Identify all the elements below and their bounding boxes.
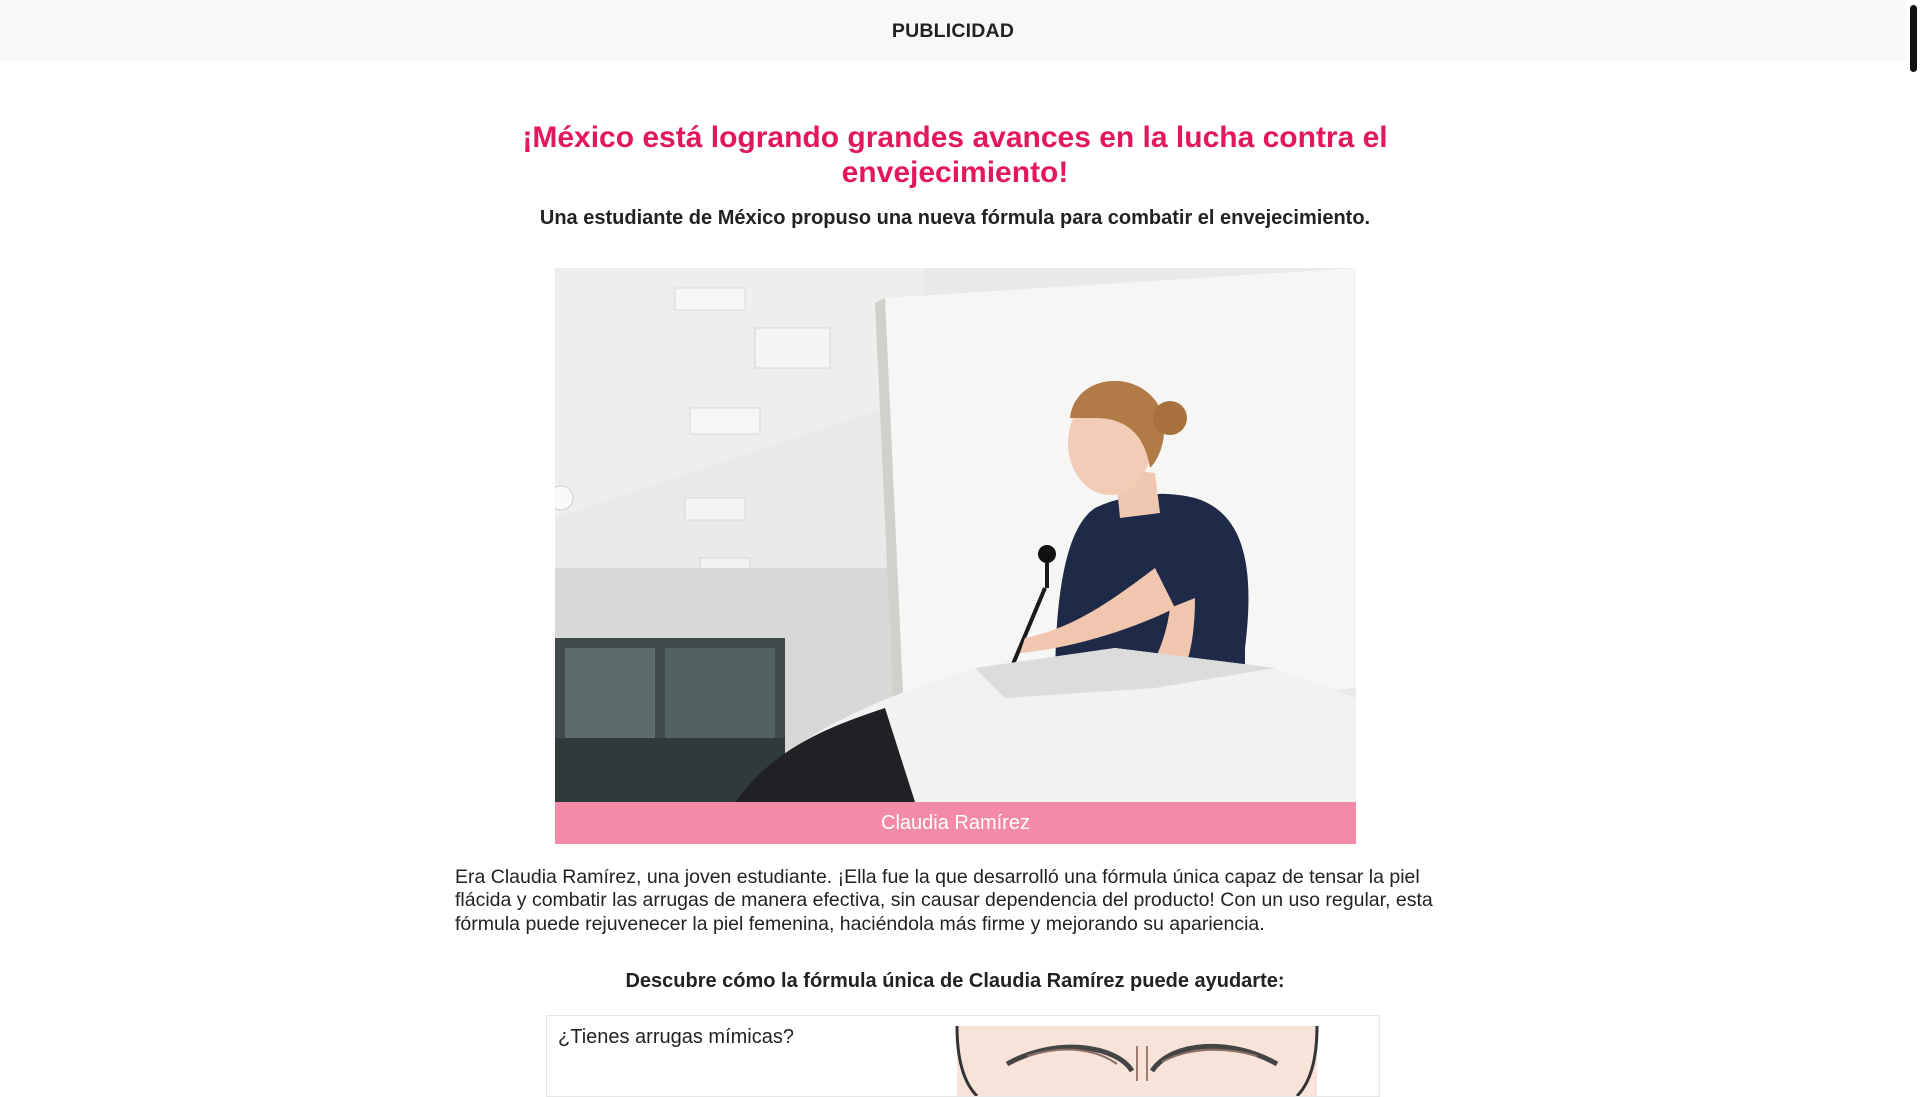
advertisement-label: PUBLICIDAD (891, 20, 1015, 42)
face-illustration (947, 1026, 1327, 1096)
article-headline: ¡México está logrando grandes avances en la lucha contra el envejecimiento! (522, 121, 1388, 189)
article-cta-heading: Descubre cómo la fórmula única de Claudia Ramírez puede ayudarte: (625, 970, 1285, 992)
photo-caption: Claudia Ramírez (555, 802, 1356, 844)
wrinkles-question-card (546, 1015, 1380, 1097)
card-question: ¿Tienes arrugas mímicas? (558, 1026, 794, 1048)
page-scrollbar[interactable] (1906, 0, 1920, 1080)
scrollbar-thumb[interactable] (1910, 5, 1917, 72)
article-photo-figure (555, 268, 1356, 844)
woman-speaking-at-podium-photo (555, 268, 1356, 802)
advertisement-banner (0, 0, 1906, 61)
article-body-paragraph: Era Claudia Ramírez, una joven estudiante. ¡Ella fue la que desarrolló una fórmula única capaz de tensar la piel flácida y combatir las arrugas de manera efectiva, sin causar dependencia del producto! Con un uso regular, esta fórmula puede rejuvenecer la piel femenina, haciéndola más firme y mejorando su apariencia. (455, 866, 1433, 935)
article-subheadline: Una estudiante de México propuso una nueva fórmula para combatir el envejecimiento. (539, 207, 1371, 229)
